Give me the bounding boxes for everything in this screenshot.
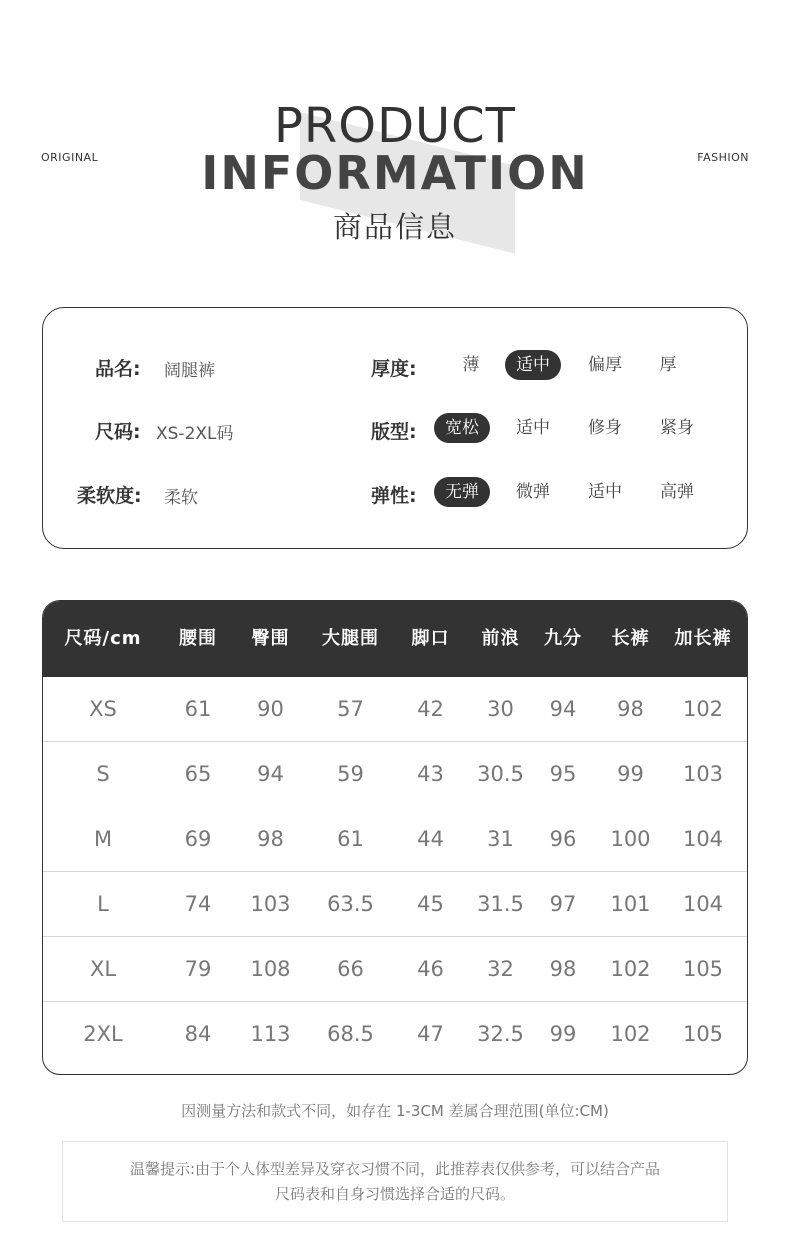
table-cell: 57 (337, 697, 364, 721)
softness-label: 柔软度: (77, 485, 142, 507)
elasticity-label: 弹性: (371, 485, 417, 507)
table-cell: 108 (250, 957, 291, 981)
header-cell-waist: 腰围 (179, 628, 217, 649)
fit-option: 适中 (516, 418, 550, 438)
product-info-box (42, 307, 748, 549)
table-cell: 68.5 (327, 1022, 374, 1046)
thickness-option: 适中 (505, 350, 561, 380)
thickness-option: 偏厚 (588, 355, 622, 375)
table-cell: 103 (250, 892, 291, 916)
table-cell: 84 (184, 1022, 212, 1046)
table-cell: 101 (610, 892, 651, 916)
table-cell: 45 (417, 892, 444, 916)
header-cell-hip: 臀围 (251, 628, 290, 649)
row-size-label: L (97, 892, 109, 916)
table-cell: 61 (184, 697, 212, 721)
table-cell: 104 (682, 892, 724, 916)
table-cell: 44 (417, 827, 444, 851)
name-label: 品名: (95, 358, 141, 380)
softness-value: 柔软 (164, 488, 198, 508)
elasticity-option: 适中 (588, 482, 622, 502)
table-cell: 99 (617, 762, 644, 786)
table-cell: 66 (337, 957, 364, 981)
table-cell: 69 (184, 827, 212, 851)
row-size-label: XL (89, 957, 117, 981)
tip-line-2: 尺码表和自身习惯选择合适的尺码。 (274, 1185, 515, 1203)
title-chinese: 商品信息 (332, 210, 457, 244)
table-header (43, 601, 747, 677)
header-cell-extra-long: 加长裤 (674, 628, 732, 649)
table-cell: 65 (184, 762, 212, 786)
table-cell: 102 (610, 1022, 651, 1046)
table-row (43, 1002, 747, 1067)
header-cell-ninth-length: 九分 (544, 628, 582, 649)
table-cell: 79 (184, 957, 212, 981)
table-row (43, 937, 747, 1002)
table-cell: 97 (549, 892, 577, 916)
header-cell-front-rise: 前浪 (481, 628, 520, 649)
table-row (43, 742, 747, 807)
title-information: INFORMATION (201, 146, 589, 200)
header-cell-thigh: 大腿围 (322, 628, 379, 649)
measurement-note: 因测量方法和款式不同，如存在 1-3CM 差属合理范围(单位:CM) (181, 1102, 609, 1120)
fit-label: 版型: (371, 421, 417, 443)
size-label: 尺码: (95, 421, 141, 443)
table-cell: 90 (257, 697, 284, 721)
table-cell: 31.5 (477, 892, 524, 916)
fit-option: 宽松 (434, 413, 490, 443)
table-cell: 95 (549, 762, 577, 786)
table-cell: 32 (487, 957, 514, 981)
thickness-option: 厚 (659, 355, 677, 375)
thickness-label: 厚度: (371, 358, 417, 380)
original-label: ORIGINAL (41, 151, 99, 164)
table-cell: 98 (549, 957, 577, 981)
header-cell-size: 尺码/cm (64, 628, 142, 649)
table-cell: 46 (417, 957, 444, 981)
row-size-label: 2XL (83, 1022, 123, 1046)
table-cell: 96 (549, 827, 577, 851)
header-cell-leg-opening: 脚口 (411, 628, 450, 649)
tip-box (62, 1141, 728, 1222)
table-cell: 94 (549, 697, 577, 721)
table-cell: 105 (682, 957, 724, 981)
size-value: XS-2XL码 (156, 424, 234, 444)
table-cell: 74 (184, 892, 212, 916)
table-row (43, 677, 747, 742)
table-cell: 61 (337, 827, 364, 851)
size-table (42, 600, 748, 1075)
table-cell: 30.5 (477, 762, 524, 786)
table-cell: 113 (250, 1022, 291, 1046)
table-cell: 32.5 (477, 1022, 524, 1046)
table-row (43, 807, 747, 872)
table-cell: 59 (337, 762, 364, 786)
tip-line-1: 温馨提示:由于个人体型差异及穿衣习惯不同，此推荐表仅供参考，可以结合产品 (129, 1160, 661, 1178)
table-cell: 98 (257, 827, 284, 851)
table-cell: 30 (487, 697, 514, 721)
elasticity-option: 无弹 (434, 477, 490, 507)
table-cell: 42 (417, 697, 444, 721)
table-cell: 31 (487, 827, 514, 851)
table-cell: 102 (682, 697, 724, 721)
table-cell: 43 (417, 762, 444, 786)
table-cell: 103 (682, 762, 724, 786)
elasticity-option: 高弹 (660, 482, 694, 502)
header-cell-long-pants: 长裤 (611, 628, 650, 649)
table-cell: 100 (610, 827, 651, 851)
fit-option: 紧身 (660, 418, 694, 438)
table-row (43, 872, 747, 937)
table-cell: 105 (682, 1022, 724, 1046)
row-size-label: S (96, 762, 110, 786)
fashion-label: FASHION (697, 151, 749, 164)
thickness-option: 薄 (462, 355, 480, 375)
name-value: 阔腿裤 (164, 361, 215, 381)
table-cell: 98 (617, 697, 644, 721)
table-cell: 47 (417, 1022, 444, 1046)
elasticity-option: 微弹 (516, 482, 550, 502)
row-size-label: XS (89, 697, 117, 721)
title-product: PRODUCT (273, 98, 516, 154)
fit-option: 修身 (588, 418, 622, 438)
table-cell: 63.5 (327, 892, 374, 916)
table-cell: 99 (549, 1022, 577, 1046)
table-cell: 102 (610, 957, 651, 981)
table-cell: 94 (257, 762, 284, 786)
table-cell: 104 (682, 827, 724, 851)
row-size-label: M (93, 827, 113, 851)
